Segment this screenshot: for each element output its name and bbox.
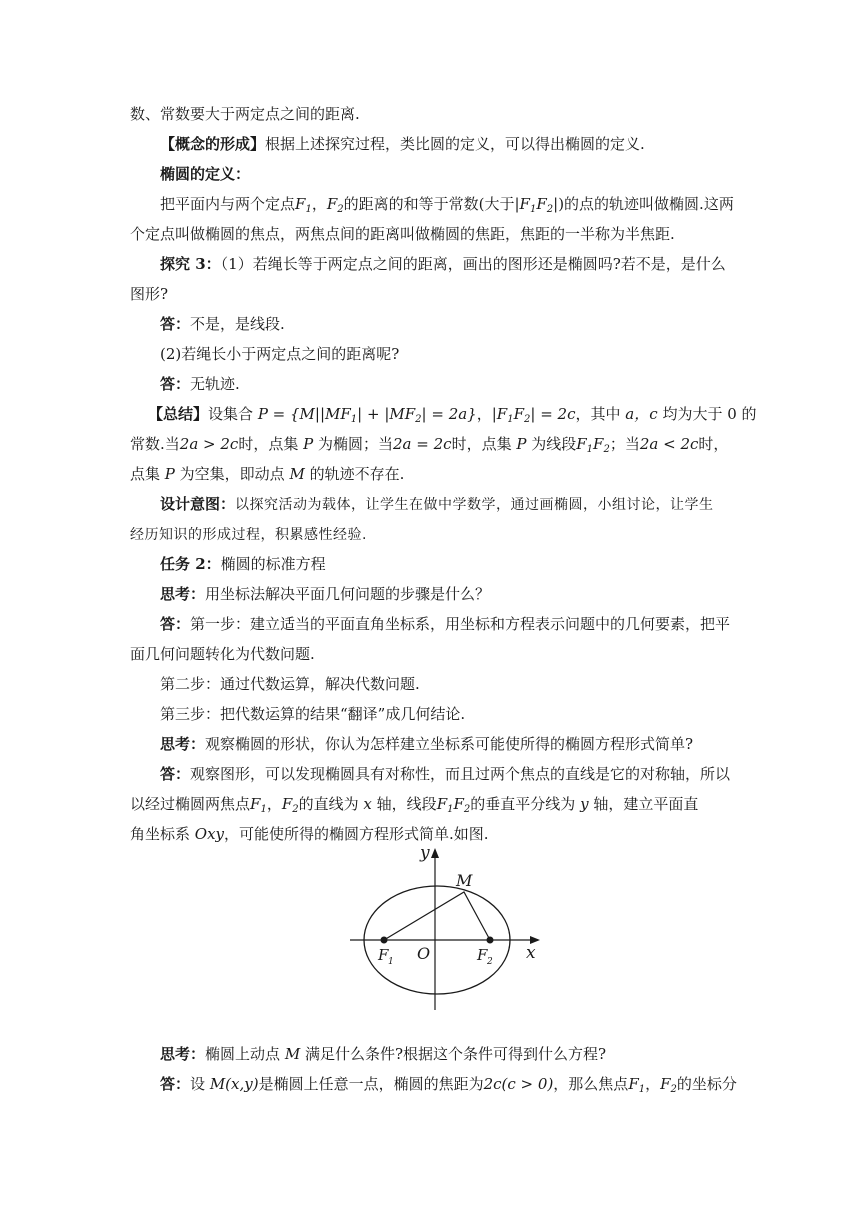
paragraph-line (160, 704, 465, 724)
math: P (303, 435, 314, 453)
text: 无轨迹. (190, 375, 240, 393)
think-label: 思考： (160, 735, 206, 753)
text: F (536, 195, 547, 213)
section-label: 【总结】 (148, 405, 209, 423)
paragraph-line (130, 464, 404, 484)
text: ，其中 (575, 405, 621, 423)
text: P = {M||MF (257, 405, 351, 423)
math (520, 195, 554, 213)
text: 第三步：把代数运算的结果“翻译”成几何结论. (160, 705, 466, 723)
definition-heading (160, 164, 250, 184)
math: M (284, 1045, 301, 1063)
paragraph-line (130, 224, 675, 244)
text: 1 (638, 1084, 646, 1095)
point-m-label: M (456, 871, 473, 890)
text: 的轨迹不存在. (309, 465, 405, 483)
text: 均为大于 0 的 (662, 405, 757, 423)
text: | + |MF (357, 405, 416, 423)
math: 2a < 2c (639, 435, 699, 453)
text: 2 (603, 444, 610, 455)
text: ， (645, 1075, 661, 1093)
text: ，那么焦点 (553, 1075, 629, 1093)
math: y (580, 795, 589, 813)
text: 时，点集 (238, 435, 299, 453)
text: | = 2a} (421, 405, 477, 423)
math: M(x,y) (209, 1075, 259, 1093)
text: F (326, 195, 338, 213)
math (258, 405, 477, 423)
ellipse-figure (340, 838, 560, 1018)
text: 的距离的和等于常数(大于| (343, 195, 520, 213)
text: 不是，是线段. (190, 315, 285, 333)
text: 时，点集 (451, 435, 512, 453)
math (492, 405, 576, 423)
text: 以探究活动为载体，让学生在做中学数学，通过画椭圆，小组讨论，让学生 (235, 497, 714, 513)
math: x (363, 795, 372, 813)
text: ， (266, 795, 282, 813)
text: 的直线为 (298, 795, 359, 813)
text: 为线段 (531, 435, 577, 453)
text: 时， (698, 435, 729, 453)
text: F (593, 435, 604, 453)
text: 为空集，即动点 (179, 465, 285, 483)
section-label: 【概念的形成】 (160, 135, 266, 153)
text: F (281, 795, 293, 813)
text: 2 (292, 804, 299, 815)
paragraph-line (160, 1044, 606, 1064)
text: 2 (337, 204, 344, 215)
text: F (453, 795, 464, 813)
answer-label: 答： (160, 765, 191, 783)
paragraph-line (160, 194, 734, 220)
math: M (289, 465, 305, 483)
text: 用坐标法解决平面几何问题的步骤是什么？ (205, 585, 491, 603)
text: ， (476, 405, 492, 423)
math (282, 795, 299, 813)
math (295, 195, 312, 213)
text: F (519, 195, 530, 213)
text: 1 (350, 414, 358, 425)
text: 图形? (130, 285, 169, 303)
text: 椭圆的标准方程 (220, 555, 326, 573)
text: 经历知识的形成过程，积累感性经验. (130, 527, 367, 543)
focus-f2-point (487, 937, 494, 944)
focal-radii-lines (384, 892, 490, 940)
paragraph-summary (148, 404, 757, 430)
text: 1 (529, 204, 537, 215)
text: 第二步：通过代数运算，解决代数问题. (160, 675, 420, 693)
section-label: 探究 3： (160, 255, 221, 273)
text: F (576, 435, 587, 453)
text: 1 (260, 804, 267, 815)
focus-f1-label: F (378, 946, 389, 964)
text: 的垂直平分线为 (470, 795, 576, 813)
text: 2 (670, 1084, 677, 1095)
text: F (628, 1075, 639, 1093)
text: F (513, 405, 525, 423)
text: F (295, 195, 306, 213)
paragraph-line (160, 254, 726, 274)
text: 2 (415, 414, 422, 425)
text: 设集合 (208, 405, 254, 423)
math: 2a > 2c (179, 435, 239, 453)
math (327, 195, 344, 213)
text: 根据上述探究过程，类比圆的定义，可以得出椭圆的定义. (265, 135, 645, 153)
math (660, 1075, 677, 1093)
text: F (250, 795, 261, 813)
paragraph-line (160, 584, 490, 604)
text: 把平面内与两个定点 (160, 195, 296, 213)
math (628, 1075, 645, 1093)
text: |)的点的轨迹叫做椭圆.这两 (553, 195, 734, 213)
text: 2 (546, 204, 554, 215)
text: 观察图形，可以发现椭圆具有对称性，而且过两个焦点的直线是它的对称轴，所以 (190, 765, 731, 783)
text: 轴，建立平面直 (593, 795, 699, 813)
text: 轴，线段 (376, 795, 437, 813)
math: 2c(c > 0) (483, 1075, 554, 1093)
text: 2 (463, 804, 471, 815)
y-axis-label: y (420, 843, 430, 863)
text: 点集 (130, 465, 161, 483)
text: 以经过椭圆两焦点 (130, 795, 251, 813)
focus-f1-subscript: 1 (388, 957, 394, 967)
math: Oxy (194, 825, 225, 843)
answer-label: 答： (160, 315, 191, 333)
paragraph-line (130, 284, 168, 304)
text: （1）若绳长等于两定点之间的距离，画出的图形还是椭圆吗?若不是，是什么 (220, 255, 726, 273)
math: 2a = 2c (393, 435, 452, 453)
think-label: 思考： (160, 585, 206, 603)
text: 观察椭圆的形状，你认为怎样建立坐标系可能使所得的椭圆方程形式简单? (205, 735, 694, 753)
text: |F (491, 405, 508, 423)
x-axis-label: x (526, 943, 536, 963)
paragraph-line (130, 644, 315, 664)
focus-f2-subscript: 2 (487, 957, 493, 967)
text: F (436, 795, 448, 813)
math: a，c (625, 405, 658, 423)
section-label: 任务 2： (160, 555, 221, 573)
focus-f2-label: F (477, 946, 488, 964)
paragraph-line (130, 104, 360, 124)
text: 设 (190, 1075, 206, 1093)
text: 是椭圆上任意一点，椭圆的焦距为 (258, 1075, 484, 1093)
text: 1 (586, 444, 594, 455)
math: P (516, 435, 527, 453)
answer-label: 答： (160, 1075, 191, 1093)
y-axis-arrow-icon (431, 848, 439, 858)
think-label: 思考： (160, 1045, 206, 1063)
text: 个定点叫做椭圆的焦点，两焦点间的距离叫做椭圆的焦距，焦距的一半称为半焦距. (130, 225, 675, 243)
text: 为椭圆；当 (318, 435, 394, 453)
paragraph-line (160, 1074, 737, 1100)
paragraph-line (160, 674, 420, 694)
text: | = 2c (530, 405, 576, 423)
text: ， (311, 195, 327, 213)
paragraph-line (160, 314, 285, 334)
paragraph-line (130, 794, 698, 820)
section-label: 设计意图： (160, 495, 236, 513)
paragraph-line (130, 434, 728, 460)
paragraph-line (160, 614, 730, 634)
math (437, 795, 471, 813)
task-heading (160, 554, 326, 574)
math (250, 795, 267, 813)
math: P (164, 465, 175, 483)
text: 椭圆上动点 (205, 1045, 281, 1063)
text: ；当 (609, 435, 640, 453)
text: 1 (305, 204, 312, 215)
paragraph-design-intent (160, 494, 714, 515)
paragraph-concept-formation (160, 134, 645, 154)
text: ，可能使所得的椭圆方程形式简单.如图. (224, 825, 489, 843)
text: 数、常数要大于两定点之间的距离. (130, 105, 360, 123)
paragraph-line (160, 344, 399, 364)
paragraph-line (160, 764, 730, 784)
text: 角坐标系 (130, 825, 191, 843)
text: 第一步：建立适当的平面直角坐标系，用坐标和方程表示问题中的几何要素，把平 (190, 615, 731, 633)
text: 满足什么条件?根据这个条件可得到什么方程? (304, 1045, 607, 1063)
text: 1 (507, 414, 514, 425)
text: 1 (447, 804, 454, 815)
text: F (660, 1075, 671, 1093)
text: 的坐标分 (676, 1075, 737, 1093)
paragraph-line (130, 524, 367, 545)
paragraph-line (160, 374, 240, 394)
answer-label: 答： (160, 375, 191, 393)
text: 椭圆的定义： (160, 165, 251, 183)
text: 2 (524, 414, 531, 425)
text: 面几何问题转化为代数问题. (130, 645, 315, 663)
text: (2)若绳长小于两定点之间的距离呢? (160, 345, 400, 363)
answer-label: 答： (160, 615, 191, 633)
focus-f1-point (381, 937, 388, 944)
text: 常数.当 (130, 435, 180, 453)
origin-label: O (417, 944, 431, 963)
math (576, 435, 610, 453)
paragraph-line (160, 734, 693, 754)
